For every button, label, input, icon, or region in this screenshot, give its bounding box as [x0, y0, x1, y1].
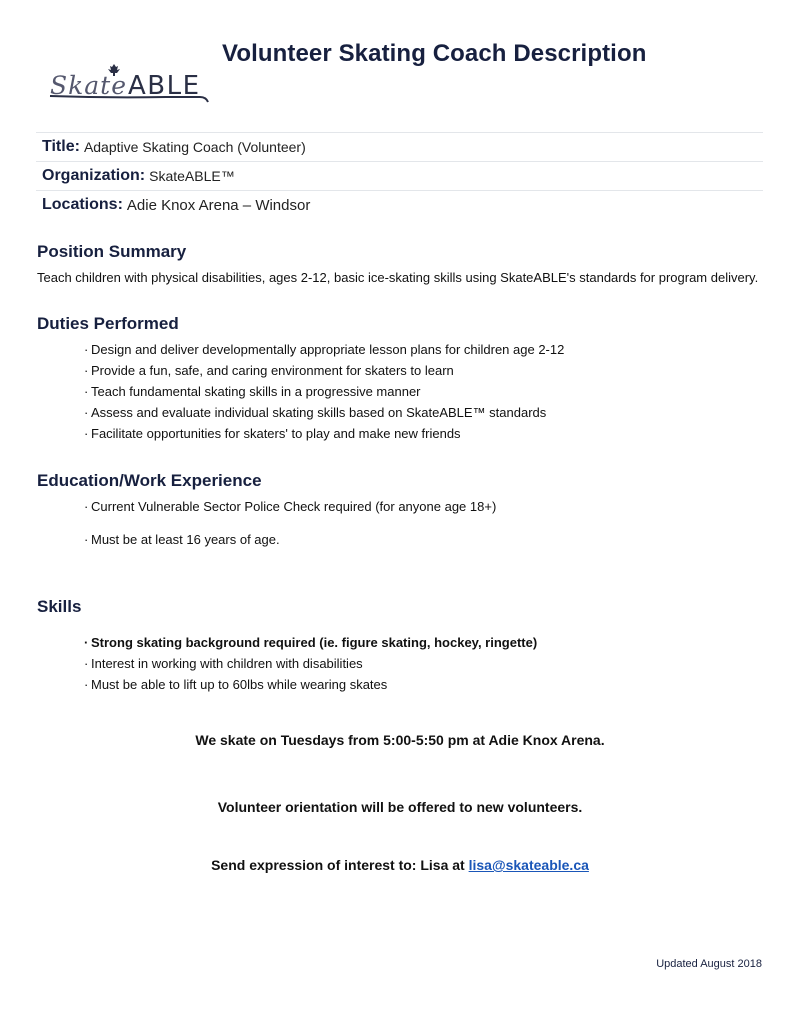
svg-text:Skate: Skate	[50, 71, 128, 100]
list-item: · Teach fundamental skating skills in a progressive manner	[84, 381, 564, 402]
updated-date: Updated August 2018	[656, 958, 762, 970]
duties-list	[84, 339, 564, 444]
list-item: · Provide a fun, safe, and caring environment for skaters to learn	[84, 360, 564, 381]
info-value: SkateABLE™	[149, 168, 235, 184]
info-label: Title:	[42, 138, 80, 155]
list-item: · Interest in working with children with disabilities	[84, 653, 537, 674]
list-item: · Facilitate opportunities for skaters' to play and make new friends	[84, 423, 564, 444]
summary-text: Teach children with physical disabilities, ages 2-12, basic ice-skating skills using SkateABLE's standards for program delivery.	[37, 270, 759, 285]
education-list	[84, 498, 496, 548]
info-row-locations	[36, 190, 763, 219]
info-value: Adie Knox Arena – Windsor	[126, 196, 311, 214]
section-heading-duties: Duties Performed	[37, 314, 179, 333]
section-heading-skills: Skills	[37, 597, 82, 616]
schedule-note: We skate on Tuesdays from 5:00-5:50 pm at Adie Knox Arena.	[195, 732, 605, 748]
section-heading-summary: Position Summary	[37, 242, 187, 261]
svg-text:ABLE: ABLE	[128, 71, 201, 101]
list-item: · Assess and evaluate individual skating skills based on SkateABLE™ standards	[84, 402, 564, 423]
email-link[interactable]: lisa@skateable.ca	[468, 857, 589, 873]
skills-list	[84, 632, 537, 695]
contact-note	[0, 857, 800, 873]
skateable-logo	[48, 60, 218, 104]
job-info-table	[36, 132, 763, 219]
info-label: Organization:	[42, 167, 146, 184]
list-item: · Must be able to lift up to 60lbs while wearing skates	[84, 674, 537, 695]
section-heading-education: Education/Work Experience	[37, 471, 262, 490]
info-label: Locations:	[42, 196, 123, 213]
page-title: Volunteer Skating Coach Description	[222, 40, 647, 67]
list-item: · Design and deliver developmentally appropriate lesson plans for children age 2-12	[84, 339, 564, 360]
info-row-title	[36, 132, 763, 161]
list-item: · Strong skating background required (ie. figure skating, hockey, ringette)	[84, 632, 537, 653]
info-value: Adaptive Skating Coach (Volunteer)	[83, 139, 306, 155]
list-item: · Must be at least 16 years of age.	[84, 531, 496, 548]
list-item: · Current Vulnerable Sector Police Check required (for anyone age 18+)	[84, 498, 496, 531]
orientation-note: Volunteer orientation will be offered to new volunteers.	[217, 799, 583, 815]
contact-prefix: Send expression of interest to: Lisa at	[211, 857, 469, 873]
info-row-organization	[36, 161, 763, 190]
